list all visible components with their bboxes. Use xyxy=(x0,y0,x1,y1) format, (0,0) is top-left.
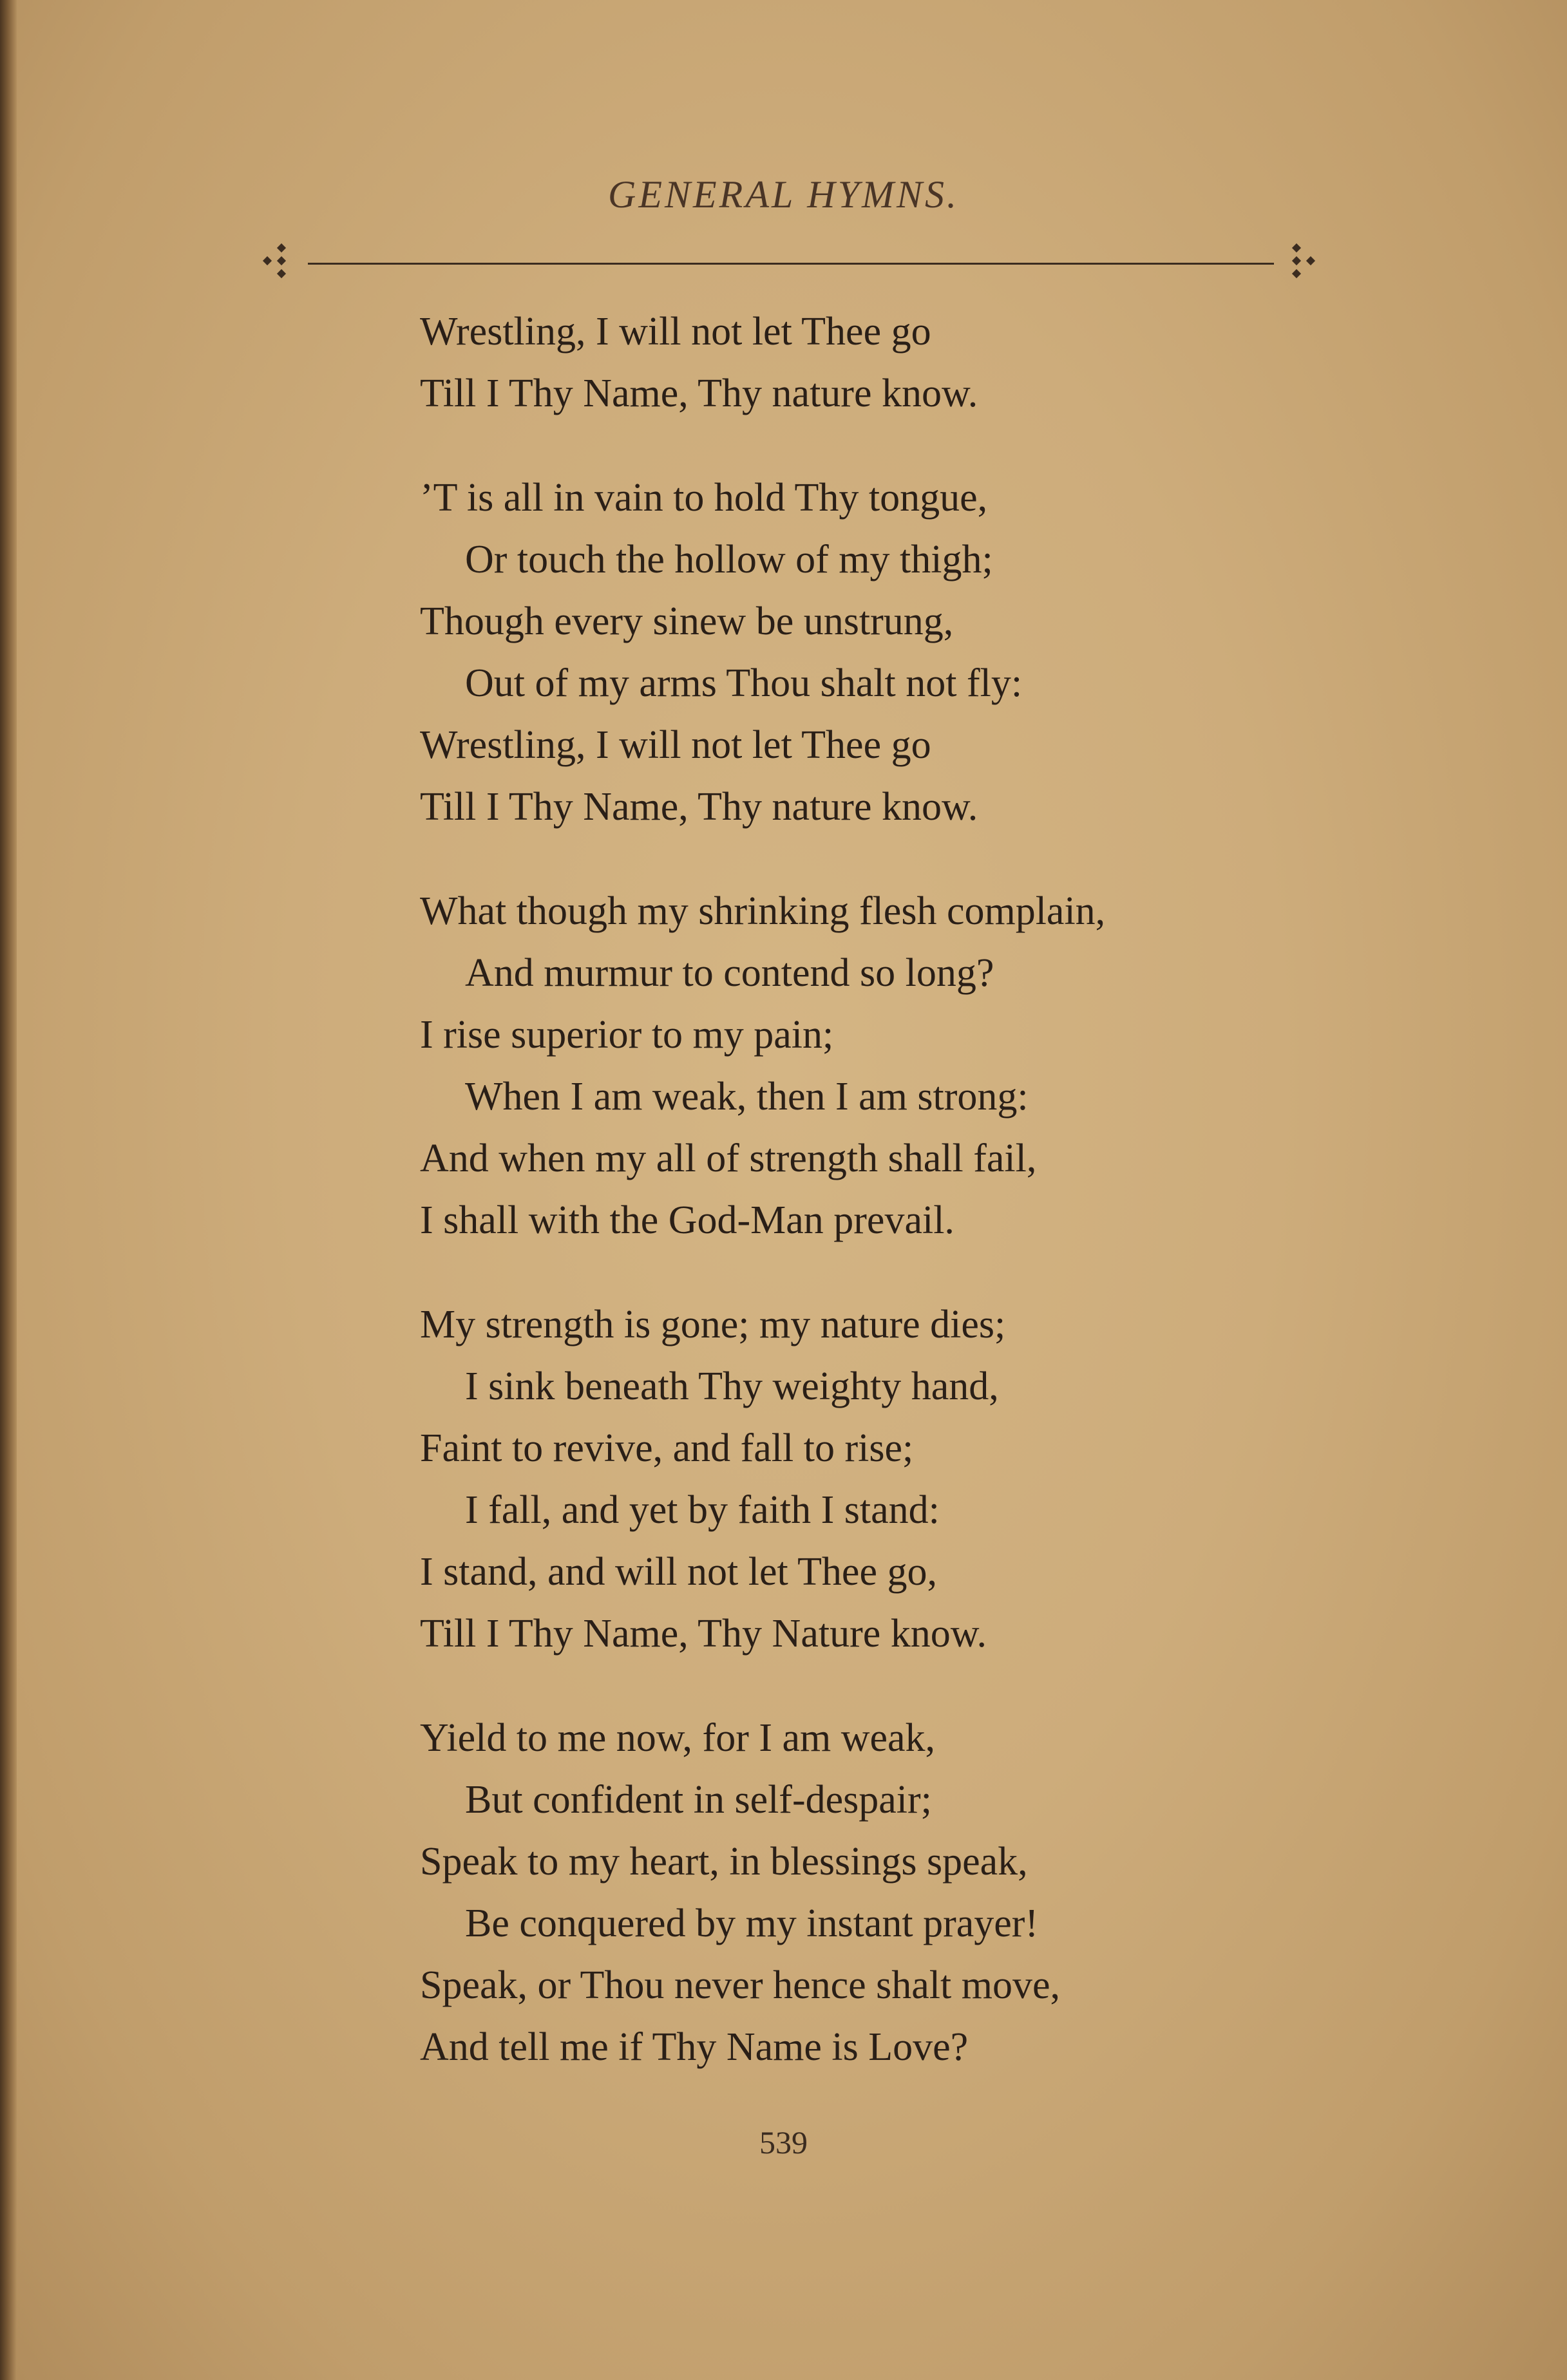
verse-line: Wrestling, I will not let Thee go xyxy=(420,310,931,354)
right-rule-ornament xyxy=(1288,245,1314,290)
left-rule-ornament xyxy=(264,245,290,290)
verse-line: I sink beneath Thy weighty hand, xyxy=(465,1365,999,1408)
verse-line: What though my shrinking flesh complain, xyxy=(420,889,1106,933)
verse-line: Speak to my heart, in blessings speak, xyxy=(420,1840,1028,1884)
verse-line: And when my all of strength shall fail, xyxy=(420,1137,1037,1180)
header-rule xyxy=(308,263,1274,265)
verse-line: Faint to revive, and fall to rise; xyxy=(420,1426,914,1470)
verse-line: I fall, and yet by faith I stand: xyxy=(465,1488,940,1532)
verse-line: I stand, and will not let Thee go, xyxy=(420,1550,937,1594)
running-head: GENERAL HYMNS. xyxy=(608,173,959,216)
verse-line: Be conquered by my instant prayer! xyxy=(465,1902,1039,1945)
verse-line: But confident in self-despair; xyxy=(465,1778,932,1822)
verse-line: Till I Thy Name, Thy nature know. xyxy=(420,372,978,415)
verse-line: Speak, or Thou never hence shalt move, xyxy=(420,1963,1060,2007)
verse-line: My strength is gone; my nature dies; xyxy=(420,1303,1006,1346)
verse-line: And tell me if Thy Name is Love? xyxy=(420,2025,969,2069)
verse-line: Out of my arms Thou shalt not fly: xyxy=(465,661,1023,705)
page-spine-edge xyxy=(0,0,17,2380)
verse-line: Or touch the hollow of my thigh; xyxy=(465,538,993,581)
verse-line: I rise superior to my pain; xyxy=(420,1013,834,1057)
verse-line: Till I Thy Name, Thy nature know. xyxy=(420,785,978,829)
verse-line: Yield to me now, for I am weak, xyxy=(420,1716,936,1760)
verse-line: Till I Thy Name, Thy Nature know. xyxy=(420,1612,987,1656)
verse-line: I shall with the God-Man prevail. xyxy=(420,1198,954,1242)
verse-line: Though every sinew be unstrung, xyxy=(420,600,954,643)
verse-line: Wrestling, I will not let Thee go xyxy=(420,723,931,767)
verse-line: When I am weak, then I am strong: xyxy=(465,1075,1029,1119)
verse-line: ’T is all in vain to hold Thy tongue, xyxy=(420,476,988,520)
verse-line: And murmur to contend so long? xyxy=(465,951,994,995)
page-number: 539 xyxy=(759,2124,808,2160)
